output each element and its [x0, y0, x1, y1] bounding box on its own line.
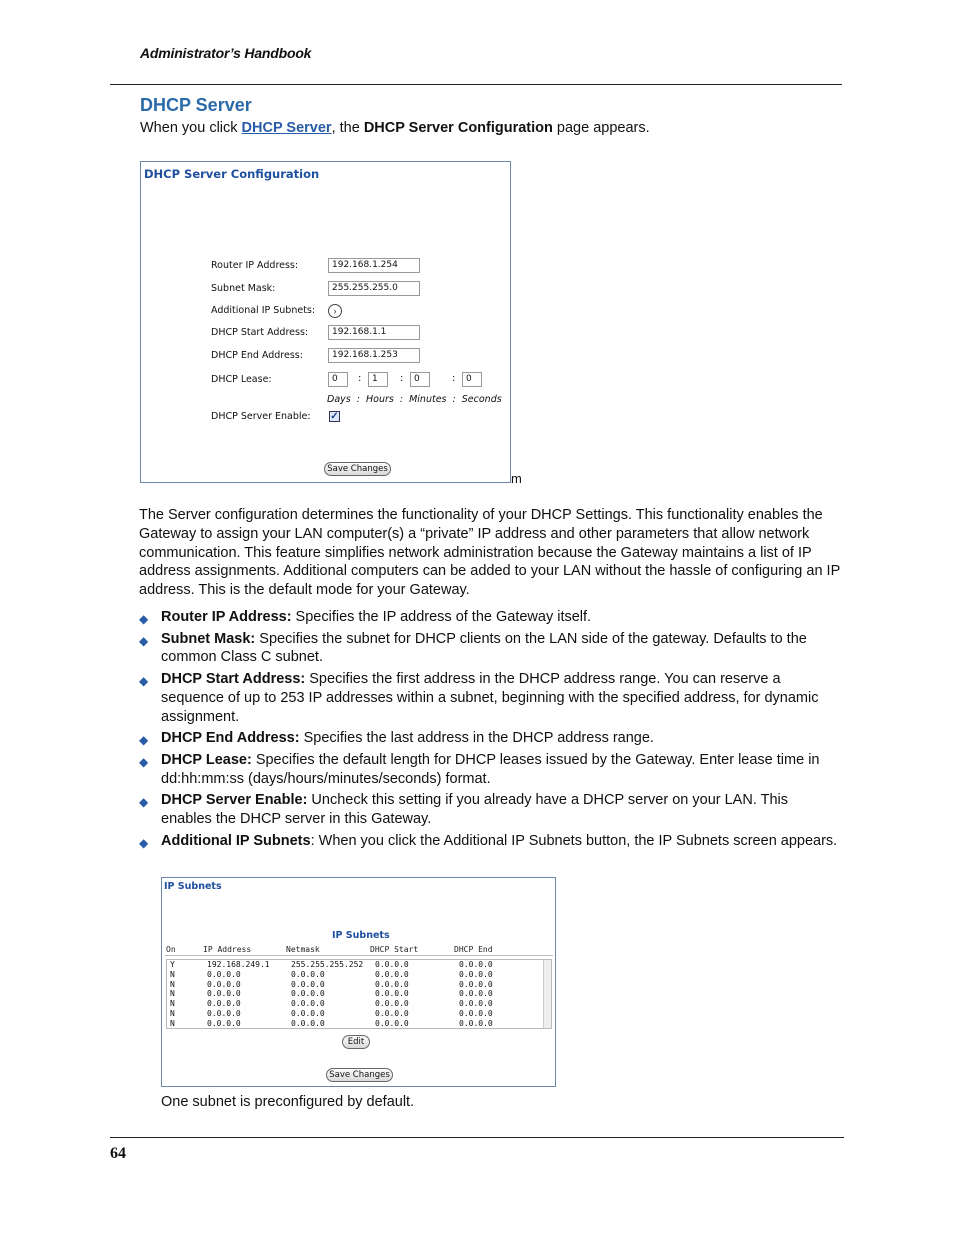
field-description-list: [139, 608, 841, 853]
section-heading: DHCP Server: [140, 95, 252, 115]
ip-subnets-heading: IP Subnets: [332, 930, 390, 941]
lease-days-input[interactable]: 0: [328, 372, 348, 387]
table-row[interactable]: Y 192.168.249.1 255.255.255.252 0.0.0.0 0.0.0.0: [170, 960, 493, 969]
running-header: Administrator’s Handbook: [140, 45, 312, 61]
diamond-bullet-icon: ◆: [139, 673, 149, 688]
dhcp-start-label: DHCP Start Address:: [211, 327, 309, 338]
diamond-bullet-icon: ◆: [139, 835, 149, 850]
subnets-table[interactable]: [166, 959, 552, 1029]
diamond-bullet-icon: ◆: [139, 754, 149, 769]
lease-separator: :: [400, 373, 404, 384]
dhcp-lease-label: DHCP Lease:: [211, 374, 272, 385]
figure-caption: One subnet is preconfigured by default.: [161, 1094, 415, 1110]
save-changes-button[interactable]: Save Changes: [324, 462, 391, 476]
table-row[interactable]: N 0.0.0.0 0.0.0.0 0.0.0.0 0.0.0.0: [170, 999, 493, 1009]
header-rule: [110, 84, 842, 85]
lease-separator: :: [358, 373, 362, 384]
intro-sentence: When you click DHCP Server, the DHCP Server Configuration page appears.: [140, 120, 650, 136]
dhcp-server-link[interactable]: DHCP Server: [241, 120, 332, 136]
list-item: ◆ Additional IP Subnets: When you click the Additional IP Subnets button, the IP Subnets screen appears.: [139, 832, 841, 851]
column-header-dhcp-end: DHCP End: [454, 945, 493, 954]
table-scrollbar[interactable]: [543, 960, 551, 1028]
diamond-bullet-icon: ◆: [139, 795, 149, 810]
list-item: ◆ DHCP Lease: Specifies the default length for DHCP leases issued by the Gateway. Enter lease time in dd:hh:mm:ss (days/hours/minutes/seconds) format.: [139, 751, 820, 787]
dhcp-config-screenshot: [140, 161, 511, 483]
list-item: ◆ DHCP Server Enable: Uncheck this setting if you already have a DHCP server on your LAN. This enables the DHCP server in this Gateway.: [139, 792, 789, 827]
dhcp-end-input[interactable]: 192.168.1.253: [328, 348, 420, 363]
ip-subnets-title: IP Subnets: [164, 881, 222, 892]
list-item: ◆ DHCP End Address: Specifies the last address in the DHCP address range.: [139, 729, 841, 748]
subnet-mask-input[interactable]: 255.255.255.0: [328, 281, 420, 296]
diamond-bullet-icon: ◆: [139, 612, 149, 626]
table-row[interactable]: N 0.0.0.0 0.0.0.0 0.0.0.0 0.0.0.0: [170, 969, 493, 979]
diamond-bullet-icon: ◆: [139, 633, 149, 648]
stray-character: m: [511, 471, 522, 486]
body-paragraph: The Server configuration determines the functionality of your DHCP Settings. This functionality enables the Gateway to assign your LAN computer(s) a “private” IP address and other parameters that allow network communication. This feature simplifies network administration because the Gateway maintains a list of IP address assignments. Additional computers can be added to your LAN without the hassle of configuring an IP address. This is the default mode for your Gateway.: [139, 507, 840, 599]
table-row[interactable]: N 0.0.0.0 0.0.0.0 0.0.0.0 0.0.0.0: [170, 1009, 493, 1018]
table-row[interactable]: N 0.0.0.0 0.0.0.0 0.0.0.0 0.0.0.0: [170, 979, 493, 989]
lease-minutes-input[interactable]: 0: [410, 372, 430, 387]
dhcp-end-label: DHCP End Address:: [211, 350, 303, 361]
header-divider: [165, 955, 553, 956]
router-ip-input[interactable]: 192.168.1.254: [328, 258, 420, 273]
dhcp-config-title: DHCP Server Configuration: [144, 167, 320, 181]
subnet-mask-label: Subnet Mask:: [211, 283, 276, 294]
lease-hours-input[interactable]: 1: [368, 372, 388, 387]
table-row[interactable]: N 0.0.0.0 0.0.0.0 0.0.0.0 0.0.0.0: [170, 1018, 493, 1028]
list-item: ◆ Router IP Address: Specifies the IP address of the Gateway itself.: [139, 608, 841, 627]
ip-subnets-screenshot: [161, 877, 556, 1087]
list-item: ◆ DHCP Start Address: Specifies the first address in the DHCP address range. You can reserve a sequence of up to 253 IP addresses within a subnet, beginning with the specified address, for dynamic assignment.: [139, 670, 819, 725]
list-item: ◆ Subnet Mask: Specifies the subnet for DHCP clients on the LAN side of the gateway. Defaults to the common Class C subnet.: [139, 630, 807, 666]
lease-seconds-input[interactable]: 0: [462, 372, 482, 387]
lease-units-legend: Days : Hours : Minutes : Seconds: [327, 394, 502, 405]
column-header-netmask: Netmask: [286, 945, 320, 954]
router-ip-label: Router IP Address:: [211, 260, 299, 271]
additional-subnets-label: Additional IP Subnets:: [211, 305, 316, 316]
page-number: 64: [110, 1145, 126, 1162]
footer-rule: [110, 1137, 844, 1138]
arrow-right-icon[interactable]: ›: [328, 304, 342, 318]
column-header-on: On: [166, 945, 176, 954]
diamond-bullet-icon: ◆: [139, 733, 149, 748]
table-row[interactable]: N 0.0.0.0 0.0.0.0 0.0.0.0 0.0.0.0: [170, 989, 493, 999]
dhcp-enable-label: DHCP Server Enable:: [211, 411, 311, 422]
dhcp-start-input[interactable]: 192.168.1.1: [328, 325, 420, 340]
edit-button[interactable]: Edit: [342, 1035, 370, 1049]
dhcp-enable-checkbox[interactable]: ✓: [330, 411, 339, 422]
save-changes-button[interactable]: Save Changes: [326, 1068, 393, 1082]
column-header-dhcp-start: DHCP Start: [370, 945, 419, 954]
lease-separator: :: [452, 373, 456, 384]
column-header-ip-address: IP Address: [203, 945, 252, 954]
